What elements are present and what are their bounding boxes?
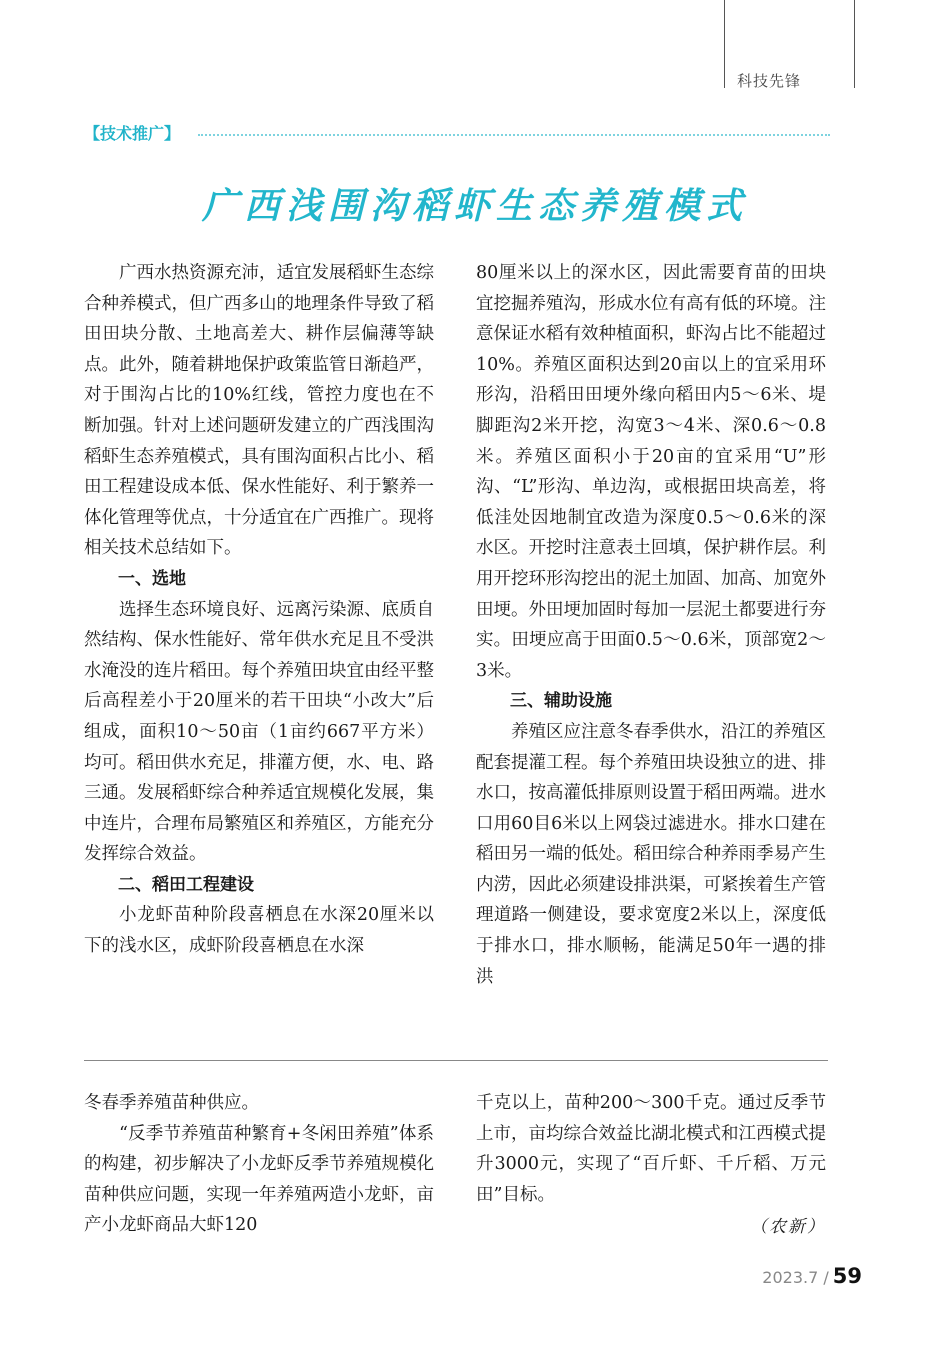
body-paragraph: 广西水热资源充沛，适宜发展稻虾生态综合种养模式，但广西多山的地理条件导致了稻田田块分散、土地高差大、耕作层偏薄等缺点。此外，随着耕地保护政策监管日渐趋严，对于围沟占比的10%红线，管控力度也在不断加强。针对上述问题研发建立的广西浅围沟稻虾生态养殖模式，具有围沟面积占比小、稻田工程建设成本低、保水性能好、利于繁养一体化管理等优点，十分适宜在广西推广。现将相关技术总结如下。 bbox=[84, 263, 434, 559]
body-paragraph: 选择生态环境良好、远离污染源、底质自然结构、保水性能好、常年供水充足且不受洪水淹没的连片稻田。每个养殖田块宜由经平整后高程差小于20厘米的若干田块“小改大”后组成，面积10～50亩（1亩约667平方米）均可。稻田供水充足，排灌方便，水、电、路三通。发展稻虾综合种养适宜规模化发展，集中连片，合理布局繁殖区和养殖区，方能充分发挥综合效益。 bbox=[84, 599, 434, 865]
column-top-right bbox=[476, 258, 826, 992]
issue-label: 2023.7 / bbox=[762, 1268, 829, 1287]
body-paragraph: 千克以上，苗种200～300千克。通过反季节上市，亩均综合效益比湖北模式和江西模式提升3000元，实现了“百斤虾、千斤稻、万元田”目标。 bbox=[476, 1093, 826, 1205]
body-paragraph: 小龙虾苗种阶段喜栖息在水深20厘米以下的浅水区，成虾阶段喜栖息在水深 bbox=[84, 905, 434, 957]
article-title: 广西浅围沟稻虾生态养殖模式 bbox=[201, 185, 748, 227]
body-paragraph: 养殖区应注意冬春季供水，沿江的养殖区配套提灌工程。每个养殖田块设独立的进、排水口，按高灌低排原则设置于稻田两端。进水口用60目6米以上网袋过滤进水。排水口建在稻田另一端的低处。稻田综合种养雨季易产生内涝，因此必须建设排洪渠，可紧挨着生产管理道路一侧建设，要求宽度2米以上，深度低于排水口，排水顺畅，能满足50年一遇的排洪 bbox=[476, 721, 826, 987]
header-rule-left bbox=[724, 0, 725, 88]
column-top-left bbox=[84, 258, 434, 962]
body-paragraph: “反季节养殖苗种繁育+冬闲田养殖”体系的构建，初步解决了小龙虾反季节养殖规模化苗种供应问题，实现一年养殖两造小龙虾，亩产小龙虾商品大虾120 bbox=[84, 1123, 434, 1236]
column-tag: 【技术推广】 bbox=[84, 124, 181, 143]
section-heading: 二、稻田工程建设 bbox=[118, 874, 254, 895]
body-paragraph: 冬春季养殖苗种供应。 bbox=[84, 1093, 259, 1113]
page-footer bbox=[762, 1264, 862, 1288]
header-rule-right bbox=[854, 0, 855, 88]
dotted-leader bbox=[198, 134, 830, 136]
page-number: 59 bbox=[832, 1264, 862, 1288]
column-bottom-left bbox=[84, 1088, 434, 1241]
section-divider bbox=[84, 1060, 828, 1061]
section-label: 科技先锋 bbox=[737, 72, 802, 90]
tag-row bbox=[84, 122, 830, 146]
column-bottom-right bbox=[476, 1088, 826, 1210]
section-heading: 一、选地 bbox=[118, 568, 186, 589]
section-heading: 三、辅助设施 bbox=[510, 691, 612, 712]
article-source: （农新） bbox=[750, 1217, 826, 1237]
body-paragraph: 80厘米以上的深水区，因此需要育苗的田块宜挖掘养殖沟，形成水位有高有低的环境。注意保证水稻有效种植面积，虾沟占比不能超过10%。养殖区面积达到20亩以上的宜采用环形沟，沿稻田田埂外缘向稻田内5～6米、堤脚距沟2米开挖，沟宽3～4米、深0.6～0.8米。养殖区面积小于20亩的宜采用“U”形沟、“L”形沟、单边沟，或根据田块高差，将低洼处因地制宜改造为深度0.5～0.6米的深水区。开挖时注意表土回填，保护耕作层。利用开挖环形沟挖出的泥土加固、加高、加宽外田埂。外田埂加固时每加一层泥土都要进行夯实。田埂应高于田面0.5～0.6米，顶部宽2～3米。 bbox=[476, 263, 826, 681]
